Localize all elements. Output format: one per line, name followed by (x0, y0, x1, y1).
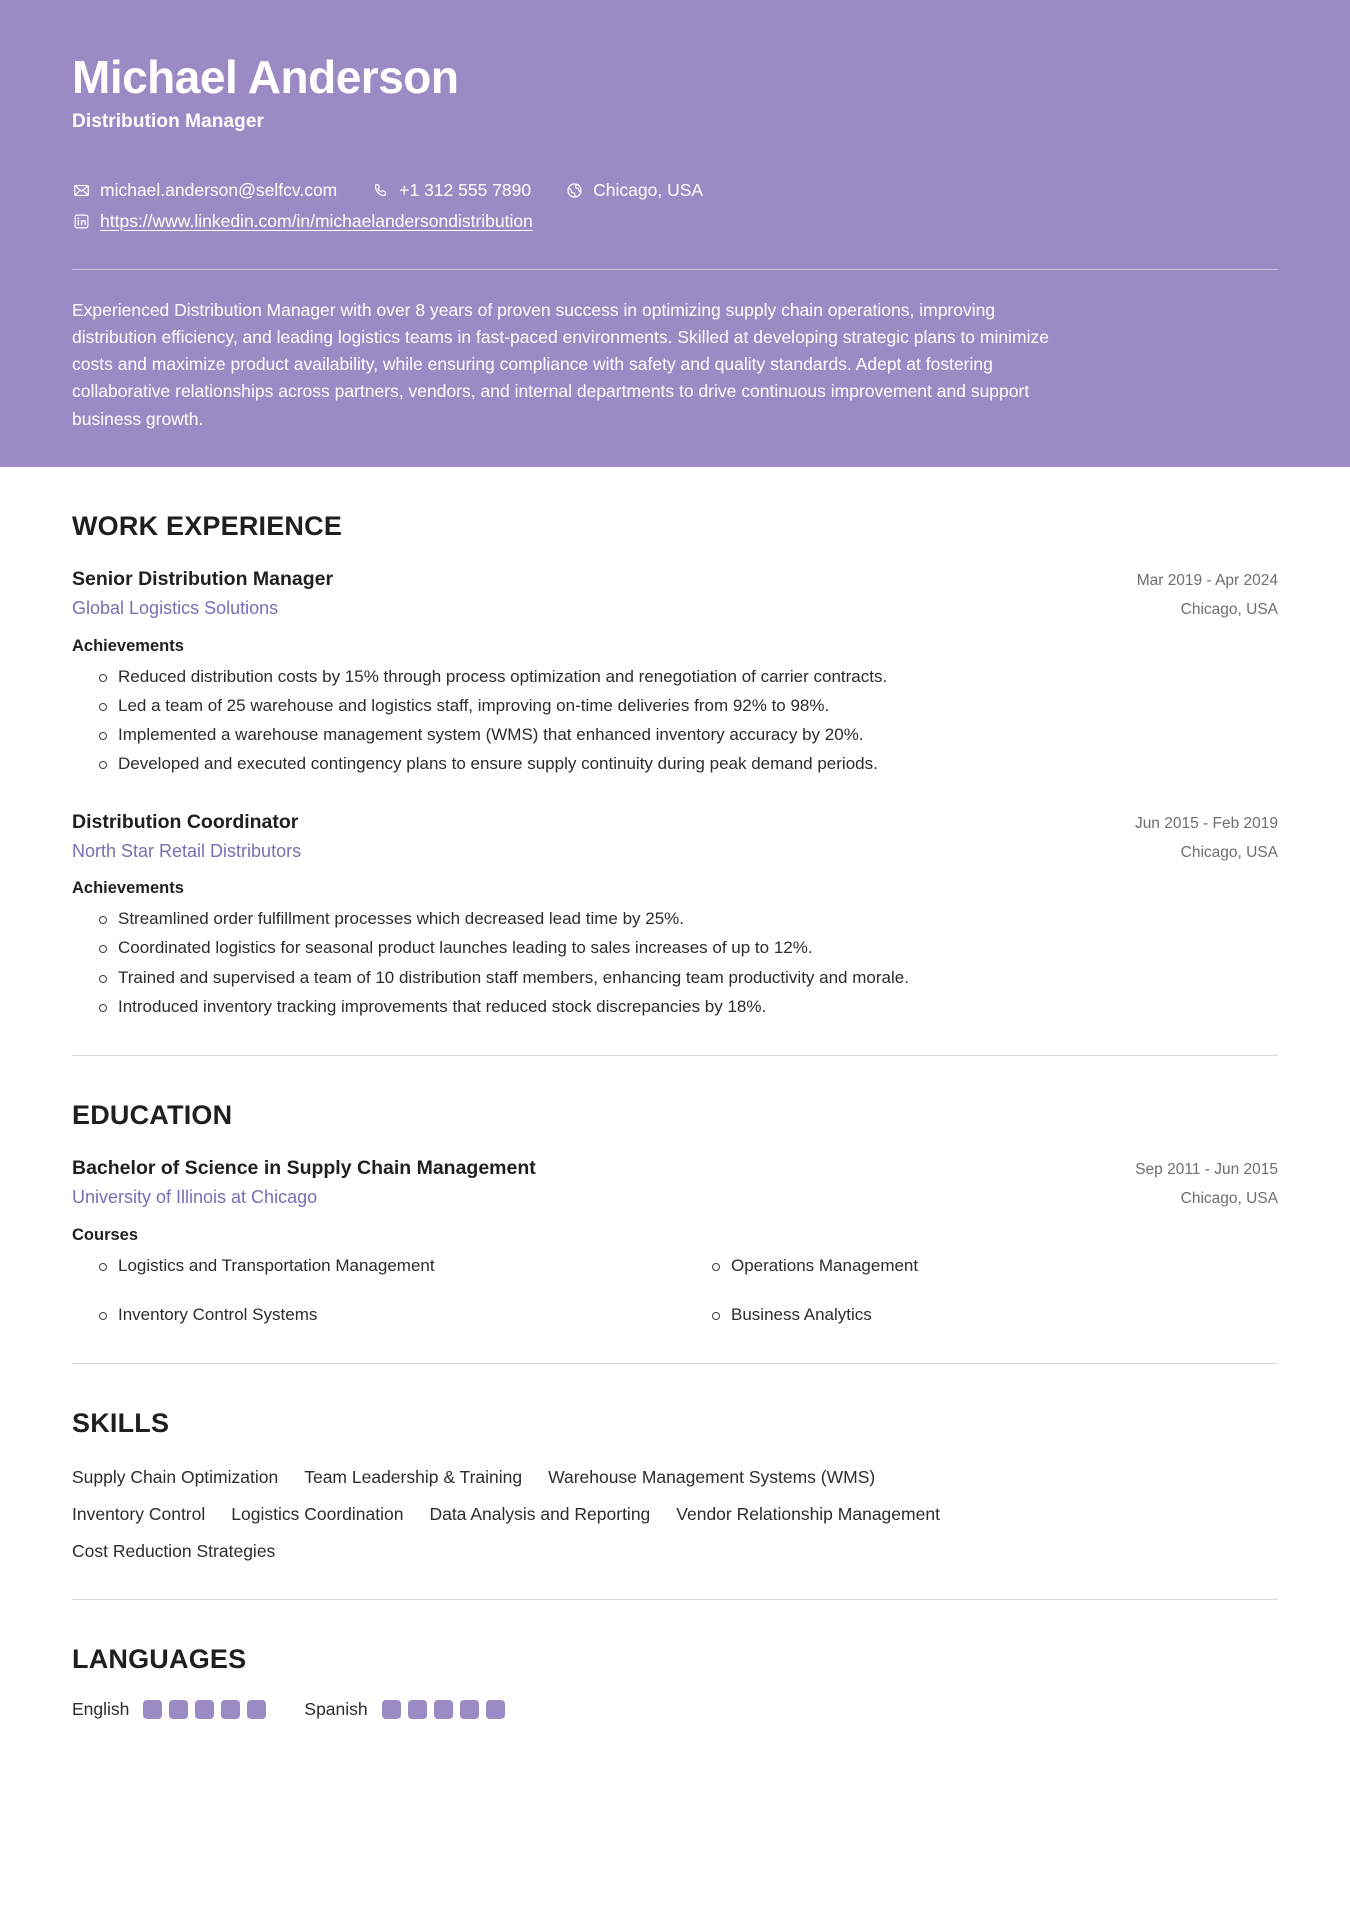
list-item: Developed and executed contingency plans to ensure supply continuity during peak demand periods. (72, 749, 1278, 778)
skills-list (72, 1463, 1032, 1565)
section-education (72, 1056, 1278, 1364)
envelope-icon (72, 181, 91, 200)
section-work-experience (72, 467, 1278, 1056)
list-item: Streamlined order fulfillment processes which decreased lead time by 25%. (72, 904, 1278, 933)
language-item (304, 1699, 504, 1720)
list-item: Inventory Control Systems (72, 1300, 665, 1329)
education-entry-header (72, 1155, 1278, 1181)
contact-linkedin[interactable] (72, 211, 533, 232)
skill-item: Warehouse Management Systems (WMS) (548, 1467, 876, 1488)
contact-row-secondary (72, 211, 1278, 232)
work-achievements-list (72, 904, 1278, 1021)
section-title-education: EDUCATION (72, 1100, 233, 1131)
contact-info (72, 180, 1278, 232)
linkedin-icon (72, 212, 91, 231)
language-level-dot (460, 1700, 479, 1719)
work-entry-subheader (72, 839, 1278, 863)
resume-body (0, 467, 1350, 1776)
language-level-dot (408, 1700, 427, 1719)
language-level-dot (247, 1700, 266, 1719)
skill-item: Vendor Relationship Management (676, 1504, 940, 1525)
list-item: Coordinated logistics for seasonal product launches leading to sales increases of up to 12%. (72, 933, 1278, 962)
list-item: Operations Management (685, 1251, 1278, 1280)
phone-icon (371, 181, 390, 200)
work-location: Chicago, USA (1180, 601, 1278, 619)
work-company: Global Logistics Solutions (72, 598, 279, 619)
contact-phone[interactable] (371, 180, 531, 201)
contact-phone-text: +1 312 555 7890 (399, 179, 532, 200)
language-level-dot (221, 1700, 240, 1719)
achievements-label: Achievements (72, 879, 184, 898)
work-entry-header (72, 566, 1278, 592)
header-divider (72, 269, 1278, 270)
globe-icon (565, 181, 584, 200)
language-level-dot (169, 1700, 188, 1719)
work-entry (72, 566, 1278, 779)
resume-header (0, 0, 1350, 467)
work-position: Senior Distribution Manager (72, 568, 334, 590)
work-company: North Star Retail Distributors (72, 840, 302, 861)
education-degree: Bachelor of Science in Supply Chain Management (72, 1157, 536, 1180)
page-title: Michael Anderson (72, 51, 459, 103)
job-role-subtitle: Distribution Manager (72, 110, 265, 132)
education-entry (72, 1155, 1278, 1329)
work-entry-subheader (72, 596, 1278, 620)
contact-email[interactable] (72, 180, 337, 201)
list-item: Reduced distribution costs by 15% through process optimization and renegotiation of carrier contracts. (72, 662, 1278, 691)
work-achievements-list (72, 662, 1278, 779)
section-title-languages: LANGUAGES (72, 1644, 247, 1675)
list-item: Business Analytics (685, 1300, 1278, 1329)
education-location: Chicago, USA (1180, 1190, 1278, 1208)
education-date-range: Sep 2011 - Jun 2015 (1135, 1161, 1278, 1179)
language-level-dot (486, 1700, 505, 1719)
skill-item: Supply Chain Optimization (72, 1467, 279, 1488)
work-position: Distribution Coordinator (72, 810, 299, 833)
professional-summary: Experienced Distribution Manager with over 8 years of proven success in optimizing supply chain operations, improving distribution efficiency, and leading logistics teams in fast-paced environments. Skilled at developing strategic plans to minimize costs and maximize product availability, while ensuring compliance with safety and quality standards. Adept at fostering collaborative relationships across partners, vendors, and internal departments to drive continuous improvement and support business growth. (72, 299, 1049, 429)
education-entry-subheader (72, 1185, 1278, 1209)
language-name: English (72, 1699, 130, 1720)
skill-item: Cost Reduction Strategies (72, 1541, 276, 1562)
language-level-dot (195, 1700, 214, 1719)
section-skills (72, 1364, 1278, 1600)
language-level-meter (143, 1700, 266, 1719)
work-entry (72, 809, 1278, 1022)
section-languages (72, 1600, 1278, 1720)
achievements-label: Achievements (72, 636, 184, 655)
contact-linkedin-text: https://www.linkedin.com/in/michaelandersondistribution (100, 210, 533, 231)
bottom-spacer (72, 1720, 1278, 1776)
section-title-skills: SKILLS (72, 1408, 170, 1439)
contact-email-text: michael.anderson@selfcv.com (100, 179, 338, 200)
skill-item: Logistics Coordination (231, 1504, 404, 1525)
skill-item: Data Analysis and Reporting (429, 1504, 651, 1525)
list-item: Logistics and Transportation Management (72, 1251, 665, 1280)
work-date-range: Mar 2019 - Apr 2024 (1136, 572, 1278, 589)
contact-location-text: Chicago, USA (593, 179, 704, 200)
work-date-range: Jun 2015 - Feb 2019 (1134, 814, 1278, 832)
courses-label: Courses (72, 1225, 139, 1244)
skill-item: Team Leadership & Training (304, 1467, 523, 1488)
section-title-work: WORK EXPERIENCE (72, 511, 343, 541)
languages-list (72, 1699, 1278, 1720)
language-name: Spanish (304, 1699, 368, 1720)
education-school: University of Illinois at Chicago (72, 1187, 318, 1208)
contact-row-primary (72, 180, 1278, 201)
skill-item: Inventory Control (72, 1504, 206, 1525)
contact-location[interactable] (565, 180, 703, 201)
education-courses-list (72, 1251, 1278, 1329)
language-level-dot (143, 1700, 162, 1719)
work-entry-header (72, 809, 1278, 835)
language-level-dot (434, 1700, 453, 1719)
language-level-meter (382, 1700, 505, 1719)
language-item (72, 1699, 266, 1720)
list-item: Trained and supervised a team of 10 distribution staff members, enhancing team productivity and morale. (72, 963, 1278, 992)
list-item: Led a team of 25 warehouse and logistics staff, improving on-time deliveries from 92% to 98%. (72, 691, 1278, 720)
list-item: Implemented a warehouse management system (WMS) that enhanced inventory accuracy by 20%. (72, 720, 1278, 749)
language-level-dot (382, 1700, 401, 1719)
work-location: Chicago, USA (1180, 843, 1278, 861)
list-item: Introduced inventory tracking improvements that reduced stock discrepancies by 18%. (72, 992, 1278, 1021)
